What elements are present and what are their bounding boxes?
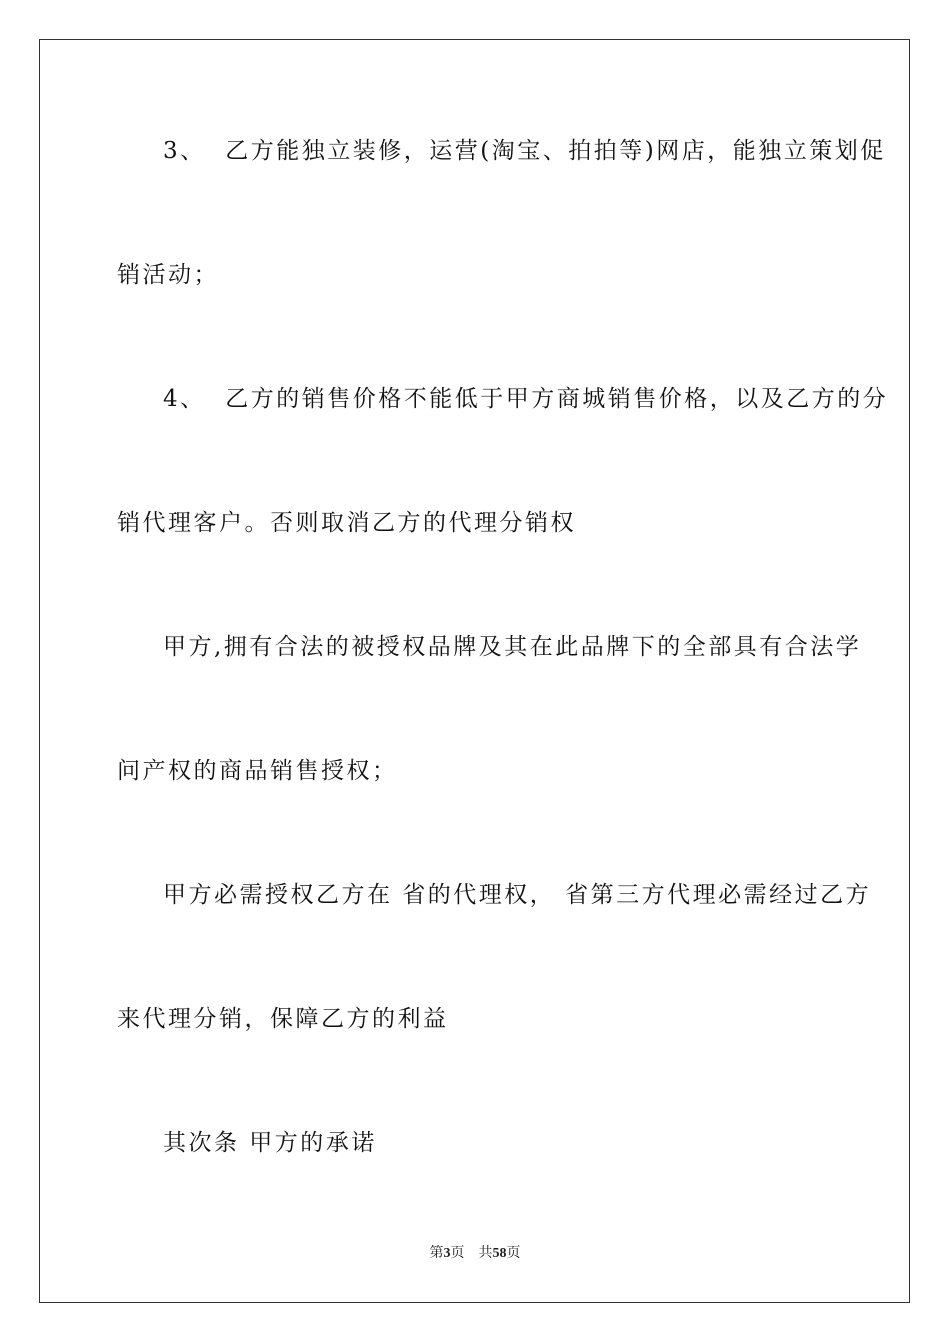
paragraph-line: 问产权的商品销售授权； (117, 758, 398, 784)
page-number: 3 (443, 1246, 451, 1261)
page-prefix: 第 (429, 1246, 444, 1261)
page-suffix: 页 (450, 1246, 465, 1261)
page-footer (0, 1245, 950, 1263)
paragraph-line: 3、 乙方能独立装修，运营(淘宝、拍拍等)网店，能独立策划促 (163, 138, 886, 164)
paragraph-line: 销活动； (117, 262, 219, 288)
total-pages: 58 (492, 1246, 507, 1261)
total-prefix: 共 (478, 1246, 493, 1261)
paragraph-line: 甲方,拥有合法的被授权品牌及其在此品牌下的全部具有合法学 (163, 634, 862, 660)
paragraph-line: 4、 乙方的销售价格不能低于甲方商城销售价格，以及乙方的分 (163, 386, 889, 412)
paragraph-line: 来代理分销，保障乙方的利益 (117, 1006, 449, 1032)
total-suffix: 页 (506, 1246, 521, 1261)
page-border (39, 39, 910, 1303)
paragraph-line: 甲方必需授权乙方在 省的代理权， 省第三方代理必需经过乙方 (163, 882, 872, 908)
section-heading: 其次条 甲方的承诺 (163, 1130, 377, 1156)
paragraph-line: 销代理客户。否则取消乙方的代理分销权 (117, 510, 576, 536)
